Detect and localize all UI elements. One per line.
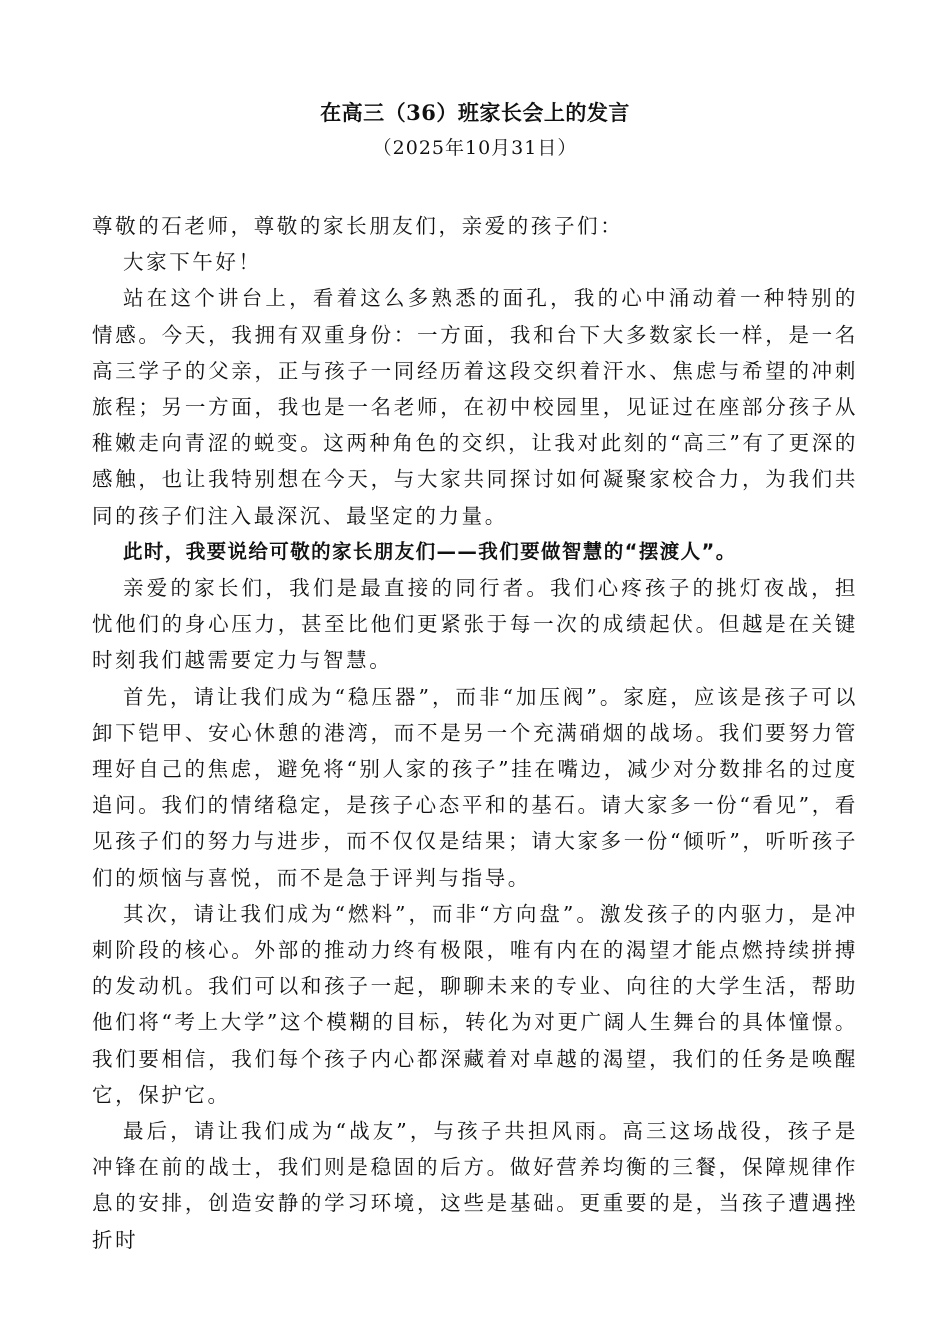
paragraph-last: 最后，请让我们成为“战友”，与孩子共担风雨。高三这场战役，孩子是冲锋在前的战士，我们则是稳固的后方。做好营养均衡的三餐，保障规律作息的安排，创造安静的学习环境，这些是基础。更重要的是，当孩子遭遇挫折时 xyxy=(92,1119,858,1252)
greeting: 大家下午好！ xyxy=(123,250,262,275)
document-title: 在高三（36）班家长会上的发言 xyxy=(320,100,630,125)
document-body xyxy=(92,208,858,1258)
paragraph-first: 首先，请让我们成为“稳压器”，而非“加压阀”。家庭，应该是孩子可以卸下铠甲、安心休憩的港湾，而不是另一个充满硝烟的战场。我们要努力管理好自己的焦虑，避免将“别人家的孩子”挂在嘴边，减少对分数排名的过度追问。我们的情绪稳定，是孩子心态平和的基石。请大家多一份“看见”，看见孩子们的努力与进步，而不仅仅是结果；请大家多一份“倾听”，听听孩子们的烦恼与喜悦，而不是急于评判与指导。 xyxy=(92,684,858,890)
section-heading: 此时，我要说给可敬的家长朋友们——我们要做智慧的“摆渡人”。 xyxy=(123,539,737,563)
paragraph-parents: 亲爱的家长们，我们是最直接的同行者。我们心疼孩子的挑灯夜战，担忧他们的身心压力，甚至比他们更紧张于每一次的成绩起伏。但越是在关键时刻我们越需要定力与智慧。 xyxy=(92,576,858,673)
document-date: （2025年10月31日） xyxy=(372,137,578,159)
salutation: 尊敬的石老师，尊敬的家长朋友们，亲爱的孩子们： xyxy=(92,214,624,238)
paragraph-intro: 站在这个讲台上，看着这么多熟悉的面孔，我的心中涌动着一种特别的情感。今天，我拥有双重身份：一方面，我和台下大多数家长一样，是一名高三学子的父亲，正与孩子一同经历着这段交织着汗水、焦虑与希望的冲刺旅程；另一方面，我也是一名老师，在初中校园里，见证过在座部分孩子从稚嫩走向青涩的蜕变。这两种角色的交织，让我对此刻的“高三”有了更深的感触，也让我特别想在今天，与大家共同探讨如何凝聚家校合力，为我们共同的孩子们注入最深沉、最坚定的力量。 xyxy=(92,286,858,528)
paragraph-second: 其次，请让我们成为“燃料”，而非“方向盘”。激发孩子的内驱力，是冲刺阶段的核心。外部的推动力终有极限，唯有内在的渴望才能点燃持续拼搏的发动机。我们可以和孩子一起，聊聊未来的专业、向往的大学生活，帮助他们将“考上大学”这个模糊的目标，转化为对更广阔人生舞台的具体憧憬。我们要相信，我们每个孩子内心都深藏着对卓越的渴望，我们的任务是唤醒它，保护它。 xyxy=(92,901,858,1107)
